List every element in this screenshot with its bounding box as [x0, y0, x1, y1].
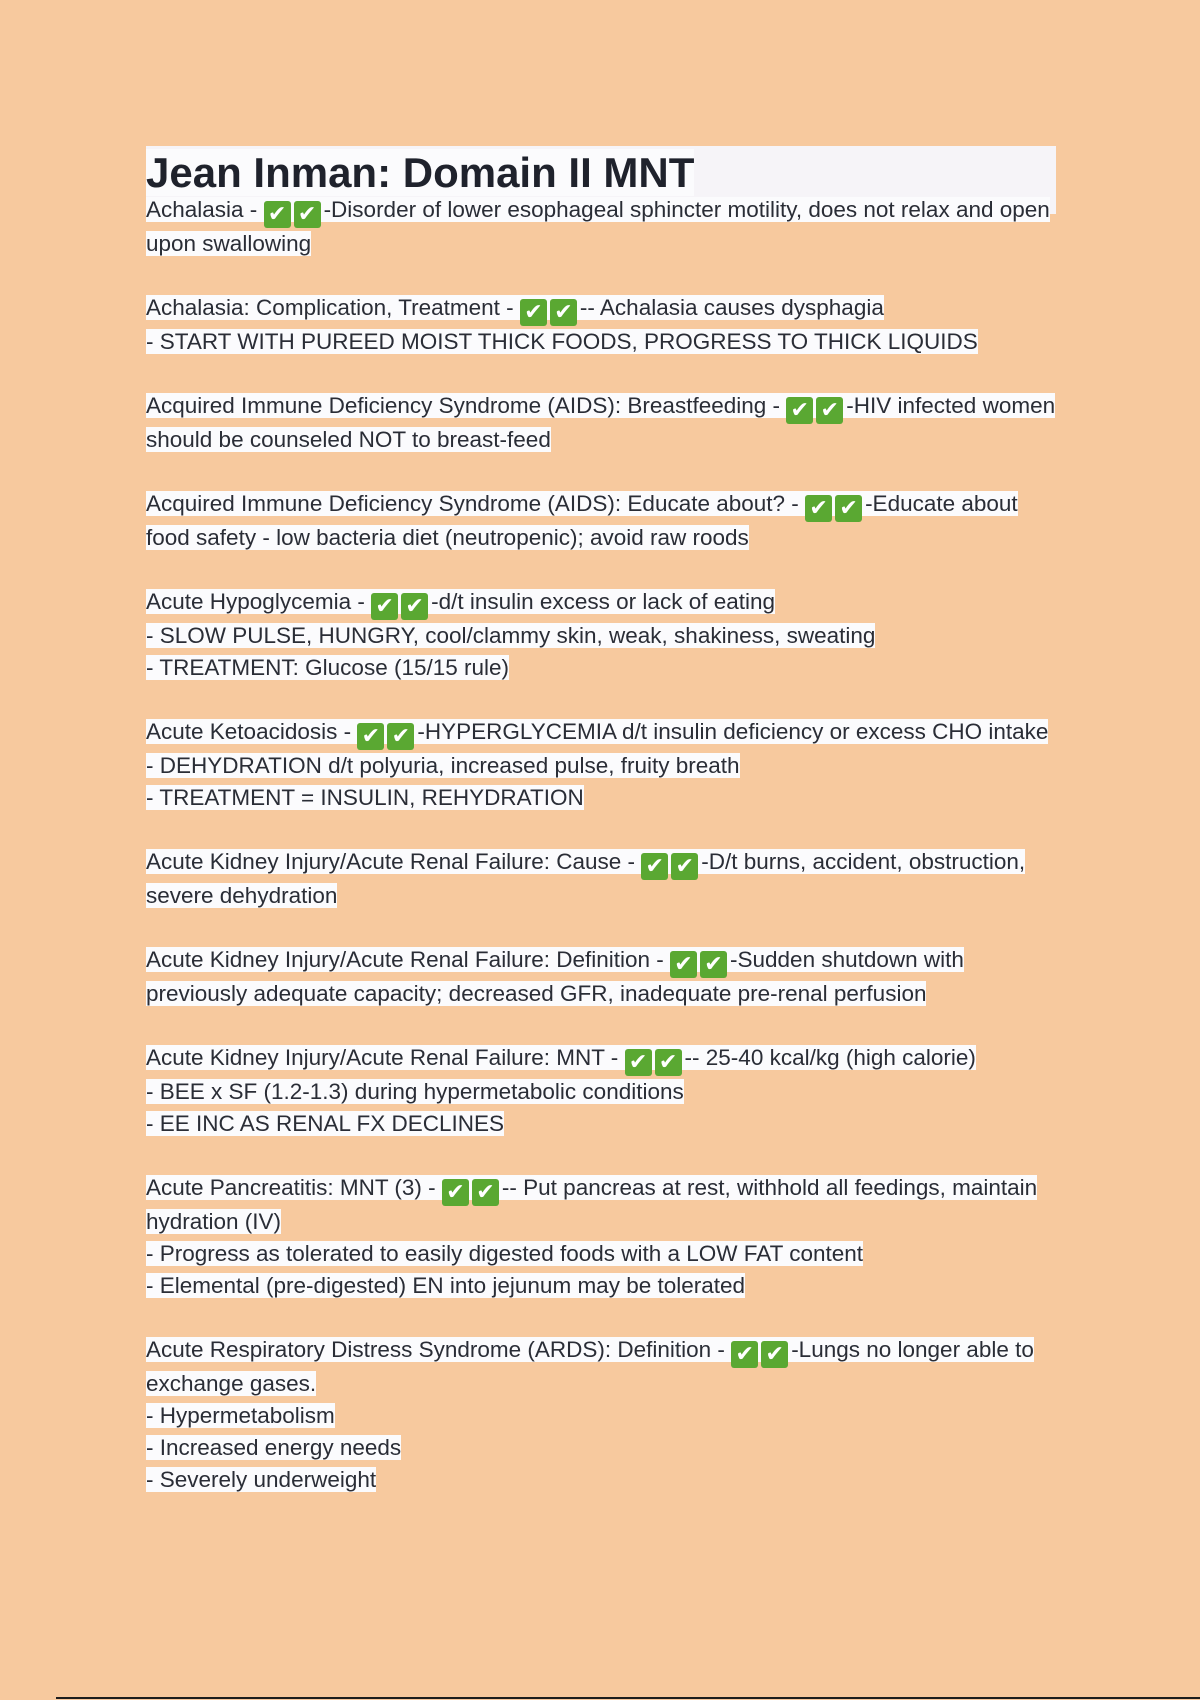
entry-definition: -HYPERGLYCEMIA d/t insulin deficiency or excess CHO intake: [417, 719, 1049, 744]
entry-highlight: [146, 1337, 1034, 1396]
entry-definition: -Educate about food safety - low bacteria diet (neutropenic); avoid raw roods: [146, 491, 1018, 550]
check-mark-icon: ✔: [357, 723, 384, 750]
entry-first-line: [146, 716, 1056, 750]
entry-detail-line: [146, 1238, 1056, 1270]
check-mark-icon: ✔: [655, 1049, 682, 1076]
entry-definition: -Disorder of lower esophageal sphincter motility, does not relax and open upon swallowing: [146, 197, 1050, 256]
entry-highlight: [146, 849, 1025, 908]
entry-detail-text: - Increased energy needs: [146, 1435, 402, 1460]
check-mark-pair: [371, 586, 431, 620]
entry-detail-line: [146, 1108, 1056, 1140]
flashcard-entry: [146, 846, 1056, 912]
flashcard-entry: [146, 488, 1056, 554]
entry-highlight: [146, 589, 776, 619]
check-mark-pair: [625, 1042, 685, 1076]
entry-highlight: [146, 295, 884, 325]
check-mark-icon: ✔: [835, 495, 862, 522]
entry-detail-line: [146, 1076, 1056, 1108]
entry-first-line: [146, 292, 1056, 326]
check-mark-icon: ✔: [805, 495, 832, 522]
entry-definition: -- Put pancreas at rest, withhold all feedings, maintain hydration (IV): [146, 1175, 1038, 1234]
check-mark-pair: [641, 846, 701, 880]
entry-first-line: [146, 1172, 1056, 1238]
flashcard-entry: [146, 1334, 1056, 1496]
entry-first-line: [146, 586, 1056, 620]
check-mark-icon: ✔: [671, 853, 698, 880]
entry-detail-text: - EE INC AS RENAL FX DECLINES: [146, 1111, 505, 1136]
entry-term: Acute Kidney Injury/Acute Renal Failure: Cause -: [146, 849, 642, 874]
entry-definition: -Lungs no longer able to exchange gases.: [146, 1337, 1034, 1396]
check-mark-icon: ✔: [786, 397, 813, 424]
check-mark-pair: [442, 1172, 502, 1206]
entry-detail-text: - TREATMENT: Glucose (15/15 rule): [146, 655, 510, 680]
flashcard-entry: [146, 194, 1056, 260]
entry-term: Acquired Immune Deficiency Syndrome (AIDS): Breastfeeding -: [146, 393, 787, 418]
entry-highlight: [146, 1045, 976, 1075]
check-mark-pair: [520, 292, 580, 326]
entry-definition: -Sudden shutdown with previously adequate capacity; decreased GFR, inadequate pre-renal perfusion: [146, 947, 964, 1006]
entry-term: Achalasia: Complication, Treatment -: [146, 295, 520, 320]
flashcard-entry: [146, 1172, 1056, 1302]
entry-definition: -HIV infected women should be counseled NOT to breast-feed: [146, 393, 1056, 452]
entry-term: Achalasia -: [146, 197, 264, 222]
check-mark-icon: ✔: [387, 723, 414, 750]
check-mark-icon: ✔: [371, 593, 398, 620]
entry-term: Acute Kidney Injury/Acute Renal Failure: Definition -: [146, 947, 671, 972]
page-title: Jean Inman: Domain II MNT: [146, 149, 695, 196]
entry-detail-text: - Elemental (pre-digested) EN into jejunum may be tolerated: [146, 1273, 746, 1298]
flashcard-list: [146, 194, 1056, 1496]
entry-highlight: [146, 197, 1050, 256]
entry-detail-line: [146, 1432, 1056, 1464]
entry-detail-line: [146, 1270, 1056, 1302]
check-mark-pair: [731, 1334, 791, 1368]
entry-term: Acute Ketoacidosis -: [146, 719, 358, 744]
entry-detail-line: [146, 782, 1056, 814]
entry-highlight: [146, 393, 1055, 452]
check-mark-icon: ✔: [731, 1341, 758, 1368]
entry-term: Acute Respiratory Distress Syndrome (ARDS): Definition -: [146, 1337, 732, 1362]
entry-detail-text: - SLOW PULSE, HUNGRY, cool/clammy skin, weak, shakiness, sweating: [146, 623, 876, 648]
entry-detail-text: - TREATMENT = INSULIN, REHYDRATION: [146, 785, 584, 810]
check-mark-icon: ✔: [401, 593, 428, 620]
entry-detail-text: - BEE x SF (1.2-1.3) during hypermetabolic conditions: [146, 1079, 684, 1104]
entry-term: Acute Kidney Injury/Acute Renal Failure: MNT -: [146, 1045, 625, 1070]
flashcard-entry: [146, 716, 1056, 814]
flashcard-entry: [146, 944, 1056, 1010]
entry-first-line: [146, 1334, 1056, 1400]
check-mark-icon: ✔: [816, 397, 843, 424]
entry-highlight: [146, 1175, 1037, 1234]
flashcard-entry: [146, 292, 1056, 358]
entry-definition: -- 25-40 kcal/kg (high calorie): [684, 1045, 976, 1070]
entry-definition: -- Achalasia causes dysphagia: [579, 295, 884, 320]
entry-first-line: [146, 194, 1056, 260]
check-mark-icon: ✔: [294, 201, 321, 228]
entry-detail-line: [146, 1400, 1056, 1432]
check-mark-icon: ✔: [670, 951, 697, 978]
document-page: [146, 146, 1056, 1528]
entry-first-line: [146, 488, 1056, 554]
flashcard-entry: [146, 1042, 1056, 1140]
entry-term: Acquired Immune Deficiency Syndrome (AIDS): Educate about? -: [146, 491, 806, 516]
check-mark-icon: ✔: [442, 1179, 469, 1206]
entry-detail-line: [146, 326, 1056, 358]
entry-detail-text: - DEHYDRATION d/t polyuria, increased pulse, fruity breath: [146, 753, 740, 778]
entry-detail-line: [146, 1464, 1056, 1496]
check-mark-icon: ✔: [625, 1049, 652, 1076]
check-mark-icon: ✔: [520, 299, 547, 326]
check-mark-pair: [264, 194, 324, 228]
entry-detail-text: - START WITH PUREED MOIST THICK FOODS, PROGRESS TO THICK LIQUIDS: [146, 329, 978, 354]
check-mark-pair: [805, 488, 865, 522]
entry-detail-line: [146, 620, 1056, 652]
flashcard-entry: [146, 390, 1056, 456]
entry-detail-text: - Severely underweight: [146, 1467, 377, 1492]
entry-highlight: [146, 947, 964, 1006]
check-mark-icon: ✔: [472, 1179, 499, 1206]
check-mark-icon: ✔: [641, 853, 668, 880]
entry-definition: -D/t burns, accident, obstruction, severe dehydration: [146, 849, 1026, 908]
entry-first-line: [146, 1042, 1056, 1076]
entry-detail-line: [146, 750, 1056, 782]
check-mark-icon: ✔: [761, 1341, 788, 1368]
flashcard-entry: [146, 586, 1056, 684]
entry-term: Acute Hypoglycemia -: [146, 589, 372, 614]
check-mark-pair: [670, 944, 730, 978]
entry-first-line: [146, 390, 1056, 456]
entry-first-line: [146, 944, 1056, 1010]
check-mark-icon: ✔: [550, 299, 577, 326]
check-mark-pair: [357, 716, 417, 750]
check-mark-icon: ✔: [700, 951, 727, 978]
entry-detail-line: [146, 652, 1056, 684]
entry-first-line: [146, 846, 1056, 912]
entry-detail-text: - Hypermetabolism: [146, 1403, 335, 1428]
entry-definition: -d/t insulin excess or lack of eating: [431, 589, 776, 614]
check-mark-icon: ✔: [264, 201, 291, 228]
check-mark-pair: [786, 390, 846, 424]
entry-term: Acute Pancreatitis: MNT (3) -: [146, 1175, 442, 1200]
footer-rule: [56, 1697, 1200, 1699]
entry-detail-text: - Progress as tolerated to easily digested foods with a LOW FAT content: [146, 1241, 864, 1266]
entry-highlight: [146, 719, 1049, 749]
entry-highlight: [146, 491, 1018, 550]
